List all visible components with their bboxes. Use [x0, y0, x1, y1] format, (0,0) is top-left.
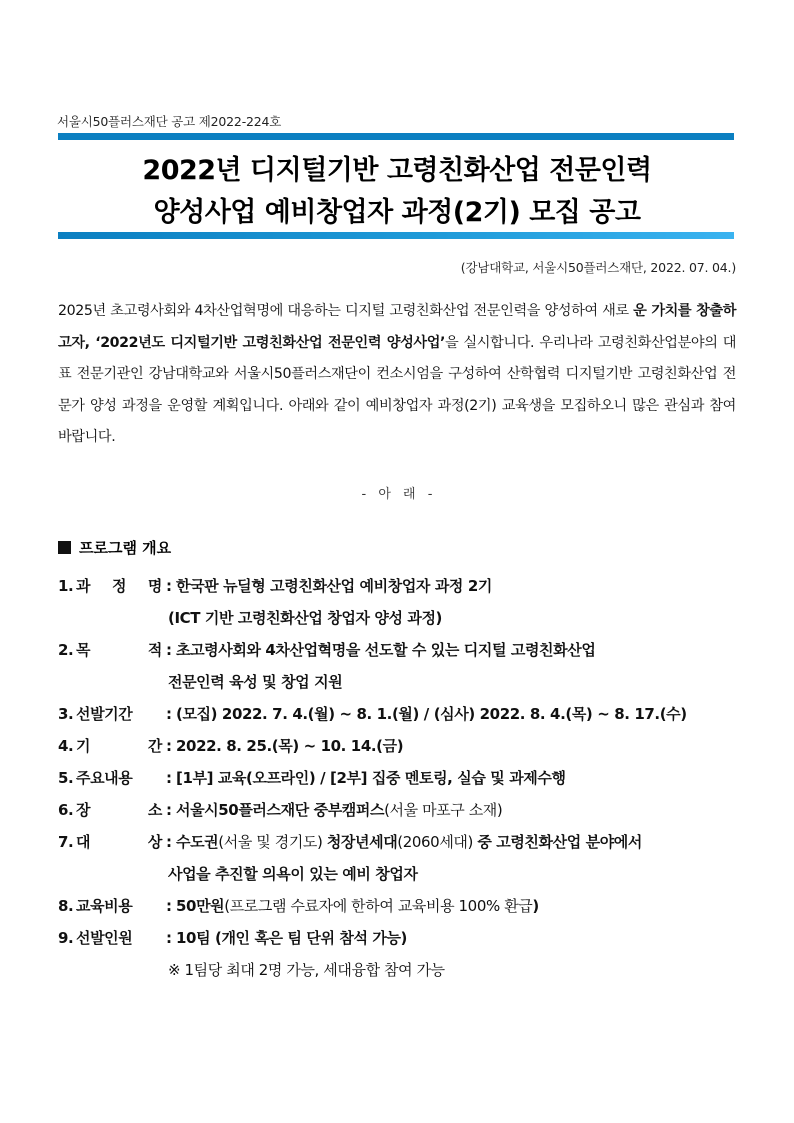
- item-value: [1부] 교육(오프라인) / [2부] 집중 멘토링, 실습 및 과제수행: [176, 769, 566, 787]
- issuer-and-date: (강남대학교, 서울시50플러스재단, 2022. 07. 04.): [460, 260, 736, 275]
- program-item: [58, 826, 748, 858]
- intro-text-1: 2025년 초고령사회와 4차산업혁명에 대응하는 디지털 고령친화산업 전문인력을 양성하여 새로: [58, 303, 629, 319]
- item-number: 2.: [58, 641, 74, 659]
- item-colon: :: [166, 833, 172, 851]
- item-label: [58, 698, 166, 730]
- program-item-continuation: [58, 954, 748, 986]
- program-item: [58, 794, 748, 826]
- item-value: 10팀 (개인 혹은 팀 단위 참석 가능): [176, 929, 407, 947]
- item-colon: :: [166, 577, 172, 595]
- item-label-text: 선발인원: [76, 929, 133, 947]
- item-colon: :: [166, 705, 172, 723]
- item-label: [58, 730, 166, 762]
- item-value: 50만원(프로그램 수료자에 한하여 교육비용 100% 환급): [176, 897, 539, 915]
- item-colon: :: [166, 737, 172, 755]
- item-number: 5.: [58, 769, 74, 787]
- item-value: (모집) 2022. 7. 4.(월) ~ 8. 1.(월) / (심사) 2022. 8. 4.(목) ~ 8. 17.(수): [176, 705, 687, 723]
- item-label-text: 선발기간: [76, 705, 133, 723]
- program-items: [58, 570, 748, 986]
- item-number: 7.: [58, 833, 74, 851]
- item-label-text: 대 상: [76, 833, 162, 851]
- item-value: 초고령사회와 4차산업혁명을 선도할 수 있는 디지털 고령친화산업: [176, 641, 596, 659]
- program-item: [58, 698, 748, 730]
- item-value: 수도권(서울 및 경기도) 청장년세대(2060세대) 중 고령친화산업 분야에서: [176, 833, 642, 851]
- item-label: [58, 794, 166, 826]
- item-label: [58, 634, 166, 666]
- item-label: [58, 762, 166, 794]
- program-item: [58, 922, 748, 954]
- item-value: 한국판 뉴딜형 고령친화산업 예비창업자 과정 2기: [176, 577, 492, 595]
- item-label-text: 교육비용: [76, 897, 133, 915]
- item-label: [58, 922, 166, 954]
- item-colon: :: [166, 897, 172, 915]
- item-label: [58, 890, 166, 922]
- section-heading-text: 프로그램 개요: [79, 539, 172, 557]
- program-item-continuation: [58, 666, 748, 698]
- program-item: [58, 570, 748, 602]
- item-colon: :: [166, 641, 172, 659]
- item-number: 3.: [58, 705, 74, 723]
- item-value: (ICT 기반 고령친화산업 창업자 양성 과정): [168, 609, 442, 627]
- intro-text-bold: 운 가치를 창출하고자, ‘2022년도 디지털기반 고령친화산업 전문인력 양성사업’: [58, 303, 736, 351]
- item-number: 9.: [58, 929, 74, 947]
- item-value: 서울시50플러스재단 중부캠퍼스(서울 마포구 소재): [176, 801, 503, 819]
- intro-text-2: 을 실시합니다. 우리나라 고령친화산업분야의 대표 전문기관인 강남대학교와 서울시50플러스재단이 컨소시엄을 구성하여 산학협력 디지털기반 고령친화산업 전문가 양성 과정을 운영할 계획입니다. 아래와 같이 예비창업자 과정(2기) 교육생을 모집하오니 많은 관심과 참여 바랍니다.: [58, 334, 736, 445]
- black-square-icon: [58, 541, 71, 554]
- item-value: ※ 1팀당 최대 2명 가능, 세대융합 참여 가능: [168, 961, 445, 979]
- item-label-text: 장 소: [76, 801, 162, 819]
- item-label-text: 주요내용: [76, 769, 133, 787]
- program-item: [58, 890, 748, 922]
- item-number: 6.: [58, 801, 74, 819]
- item-label-text: 과 정 명: [76, 577, 162, 595]
- program-item-continuation: [58, 602, 748, 634]
- program-item: [58, 762, 748, 794]
- title-bar-top: [58, 133, 734, 140]
- notice-number: 서울시50플러스재단 공고 제2022-224호: [57, 114, 282, 129]
- item-number: 8.: [58, 897, 74, 915]
- program-item: [58, 730, 748, 762]
- item-label-text: 목 적: [76, 641, 162, 659]
- item-number: 4.: [58, 737, 74, 755]
- page-title-line-1: 2022년 디지털기반 고령친화산업 전문인력: [142, 155, 652, 186]
- section-heading: [58, 537, 171, 558]
- below-marker: - 아 래 -: [361, 487, 433, 502]
- item-colon: :: [166, 929, 172, 947]
- item-value: 2022. 8. 25.(목) ~ 10. 14.(금): [176, 737, 404, 755]
- item-value: 전문인력 육성 및 창업 지원: [168, 673, 343, 691]
- item-label: [58, 570, 166, 602]
- intro-paragraph: [58, 296, 736, 454]
- title-bar-bottom: [58, 232, 734, 239]
- item-colon: :: [166, 769, 172, 787]
- page-title-line-2: 양성사업 예비창업자 과정(2기) 모집 공고: [153, 197, 641, 228]
- item-number: 1.: [58, 577, 74, 595]
- item-value: 사업을 추진할 의욕이 있는 예비 창업자: [168, 865, 418, 883]
- item-colon: :: [166, 801, 172, 819]
- item-label: [58, 826, 166, 858]
- program-item-continuation: [58, 858, 748, 890]
- program-item: [58, 634, 748, 666]
- item-label-text: 기 간: [76, 737, 162, 755]
